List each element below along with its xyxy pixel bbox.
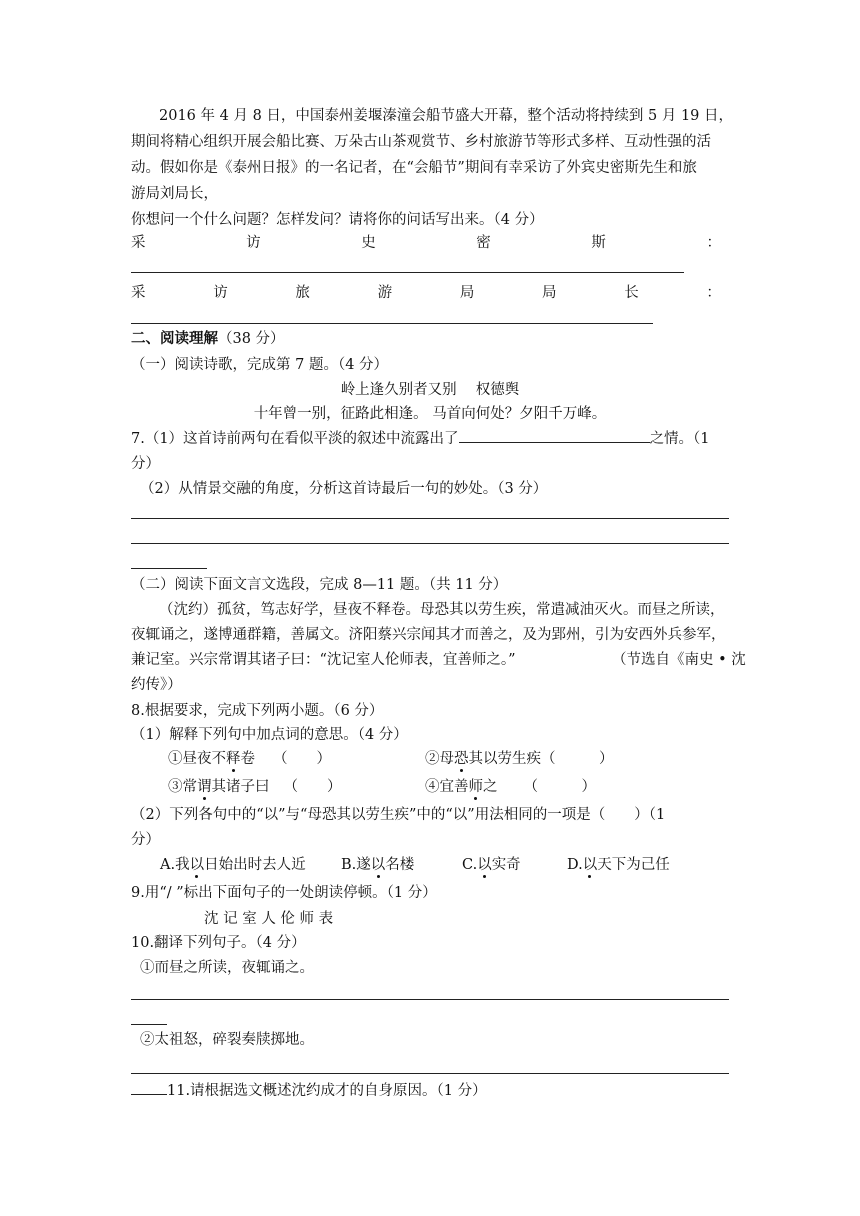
q8-option-d[interactable]: D.以天下为己任: [567, 857, 670, 873]
interview-smith-label: 采 访 史 密 斯 ：: [131, 235, 721, 251]
q9-sentence[interactable]: 沈 记 室 人 伦 师 表: [204, 911, 334, 927]
q8-sub2-score: 分）: [131, 832, 160, 848]
answer-line[interactable]: [131, 568, 207, 569]
q11-line: 11.请根据选文概述沈约成才的自身原因。（1 分）: [131, 1084, 731, 1099]
q7-blank[interactable]: [459, 441, 650, 443]
classical-line-1: （沈约）孤贫，笃志好学，昼夜不释卷。母恐其以劳生疾，常遣减油灭火。而昼之所读，: [159, 602, 725, 618]
part1-header: （一）阅读诗歌，完成第 7 题。（4 分）: [131, 357, 389, 373]
answer-line[interactable]: [131, 1024, 167, 1025]
passage-line-5: 你想问一个什么问题？怎样发问？请将你的问话写出来。（4 分）: [131, 212, 544, 228]
interview-director-label: 采 访 旅 游 局 局 长 ：: [131, 285, 721, 301]
q8-option-c[interactable]: C.以实奇: [462, 857, 521, 873]
passage-line-4: 游局刘局长，: [131, 186, 218, 202]
q8-sub2: （2）下列各句中的“以”与“母恐其以劳生疾”中的“以”用法相同的一项是（ ）（1: [131, 807, 666, 823]
q7-part1: 7.（1）这首诗前两句在看似平淡的叙述中流露出了 之情。（1: [131, 431, 710, 447]
answer-line[interactable]: [131, 999, 729, 1000]
q8-item-1: ①昼夜不释卷 （ ）: [168, 751, 331, 767]
passage-line-2: 期间将精心组织开展会船比赛、万朵古山茶观赏节、乡村旅游节等形式多样、互动性强的活: [131, 134, 711, 150]
poem-title: 岭上逢久别者又别 权德舆: [340, 382, 520, 398]
q9-header: 9.用“/ ”标出下面句子的一处朗读停顿。（1 分）: [131, 885, 437, 901]
section-title: 二、阅读理解（38 分）: [131, 330, 285, 347]
q10-sentence-1: ①而昼之所读，夜辄诵之。: [140, 960, 314, 976]
q8-sub1: （1）解释下列句中加点词的意思。（4 分）: [131, 727, 408, 743]
answer-line[interactable]: [131, 1093, 167, 1095]
q10-sentence-2: ②太祖怒，碎裂奏牍掷地。: [140, 1032, 314, 1048]
answer-line[interactable]: [131, 1073, 729, 1074]
answer-line-director[interactable]: [131, 323, 653, 324]
q8-option-b[interactable]: B.遂以名楼: [341, 857, 415, 873]
q8-item-4: ④宜善师之 （ ）: [425, 779, 596, 795]
q8-item-2: ②母恐其以劳生疾（ ）: [425, 751, 614, 767]
q8-option-a[interactable]: A.我以日始出时去人近: [160, 857, 306, 873]
classical-line-3: 兼记室。兴宗常谓其诸子曰：“沈记室人伦师表，宜善师之。” （节选自《南史 • 沈: [131, 652, 746, 668]
q8-item-3: ③常谓其诸子曰 （ ）: [168, 779, 342, 795]
answer-line-smith[interactable]: [131, 272, 684, 273]
passage-line-1: 2016 年 4 月 8 日，中国泰州姜堰溱潼会船节盛大开幕，整个活动将持续到 5 月 19 日，: [159, 108, 734, 124]
answer-line[interactable]: [131, 543, 729, 544]
answer-line[interactable]: [131, 518, 729, 519]
q7-part1-score: 分）: [131, 456, 160, 472]
classical-line-2: 夜辄诵之，遂博通群籍，善属文。济阳蔡兴宗闻其才而善之，及为郢州，引为安西外兵参军，: [131, 627, 726, 643]
poem-body: 十年曾一别，征路此相逢。 马首向何处？夕阳千万峰。: [253, 406, 607, 422]
passage-line-3: 动。假如你是《泰州日报》的一名记者，在“会船节”期间有幸采访了外宾史密斯先生和旅: [131, 160, 697, 176]
part2-header: （二）阅读下面文言文选段，完成 8—11 题。（共 11 分）: [131, 577, 508, 593]
classical-line-4: 约传》）: [131, 677, 182, 693]
q10-header: 10.翻译下列句子。（4 分）: [131, 935, 306, 951]
q7-part2: （2）从情景交融的角度，分析这首诗最后一句的妙处。（3 分）: [140, 481, 548, 497]
q8-header: 8.根据要求，完成下列两小题。（6 分）: [131, 703, 384, 719]
